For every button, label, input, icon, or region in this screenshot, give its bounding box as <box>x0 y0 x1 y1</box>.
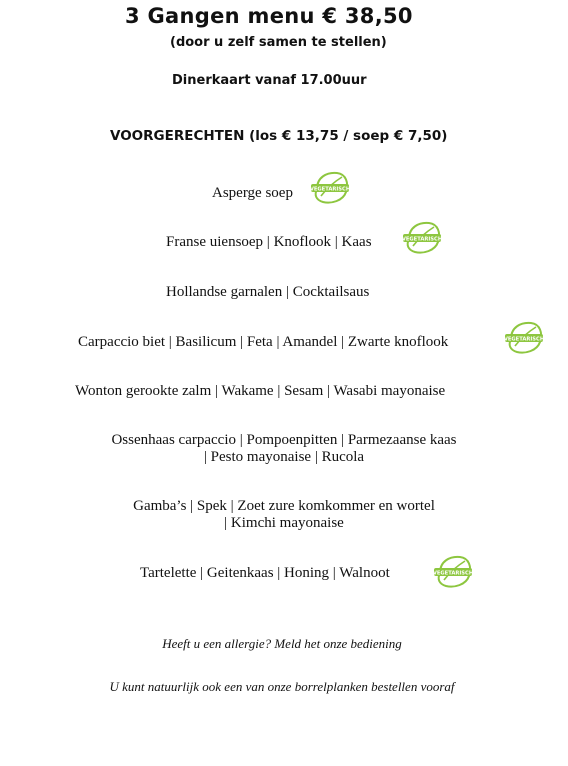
menu-item <box>0 432 568 466</box>
menu-item-line: | Pesto mayonaise | Rucola <box>203 449 365 465</box>
menu-item: Wonton gerookte zalm | Wakame | Sesam | Wasabi mayonaise <box>75 383 446 399</box>
menu-item: Carpaccio biet | Basilicum | Feta | Amandel | Zwarte knoflook <box>78 334 449 350</box>
vegetarian-badge-label: VEGETARISCH <box>402 236 442 243</box>
menu-subtitle: (door u zelf samen te stellen) <box>170 35 387 50</box>
vegetarian-leaf-icon <box>504 320 544 356</box>
menu-item <box>0 498 568 532</box>
menu-item-line: Ossenhaas carpaccio | Pompoenpitten | Parmezaanse kaas <box>111 432 457 448</box>
vegetarian-leaf-icon <box>310 170 350 206</box>
vegetarian-leaf-icon <box>402 220 442 256</box>
allergy-note: Heeft u een allergie? Meld het onze bediening <box>162 636 402 651</box>
vegetarian-leaf-icon <box>433 554 473 590</box>
menu-item-line: | Kimchi mayonaise <box>224 515 344 531</box>
vegetarian-badge-label: VEGETARISCH <box>504 336 544 343</box>
menu-item: Franse uiensoep | Knoflook | Kaas <box>166 234 372 250</box>
menu-item: Hollandse garnalen | Cocktailsaus <box>166 284 370 300</box>
menu-item: Asperge soep <box>212 185 293 201</box>
vegetarian-badge-label: VEGETARISCH <box>310 186 350 193</box>
dinner-hours-note: Dinerkaart vanaf 17.00uur <box>172 73 367 88</box>
menu-item: Tartelette | Geitenkaas | Honing | Walnoot <box>140 565 390 581</box>
menu-title: 3 Gangen menu € 38,50 <box>125 4 413 28</box>
menu-item-line: Gamba’s | Spek | Zoet zure komkommer en wortel <box>133 498 435 514</box>
vegetarian-badge-label: VEGETARISCH <box>433 570 473 577</box>
borrelplank-note: U kunt natuurlijk ook een van onze borrelplanken bestellen vooraf <box>109 679 455 694</box>
section-title-starters: VOORGERECHTEN (los € 13,75 / soep € 7,50) <box>110 128 448 144</box>
